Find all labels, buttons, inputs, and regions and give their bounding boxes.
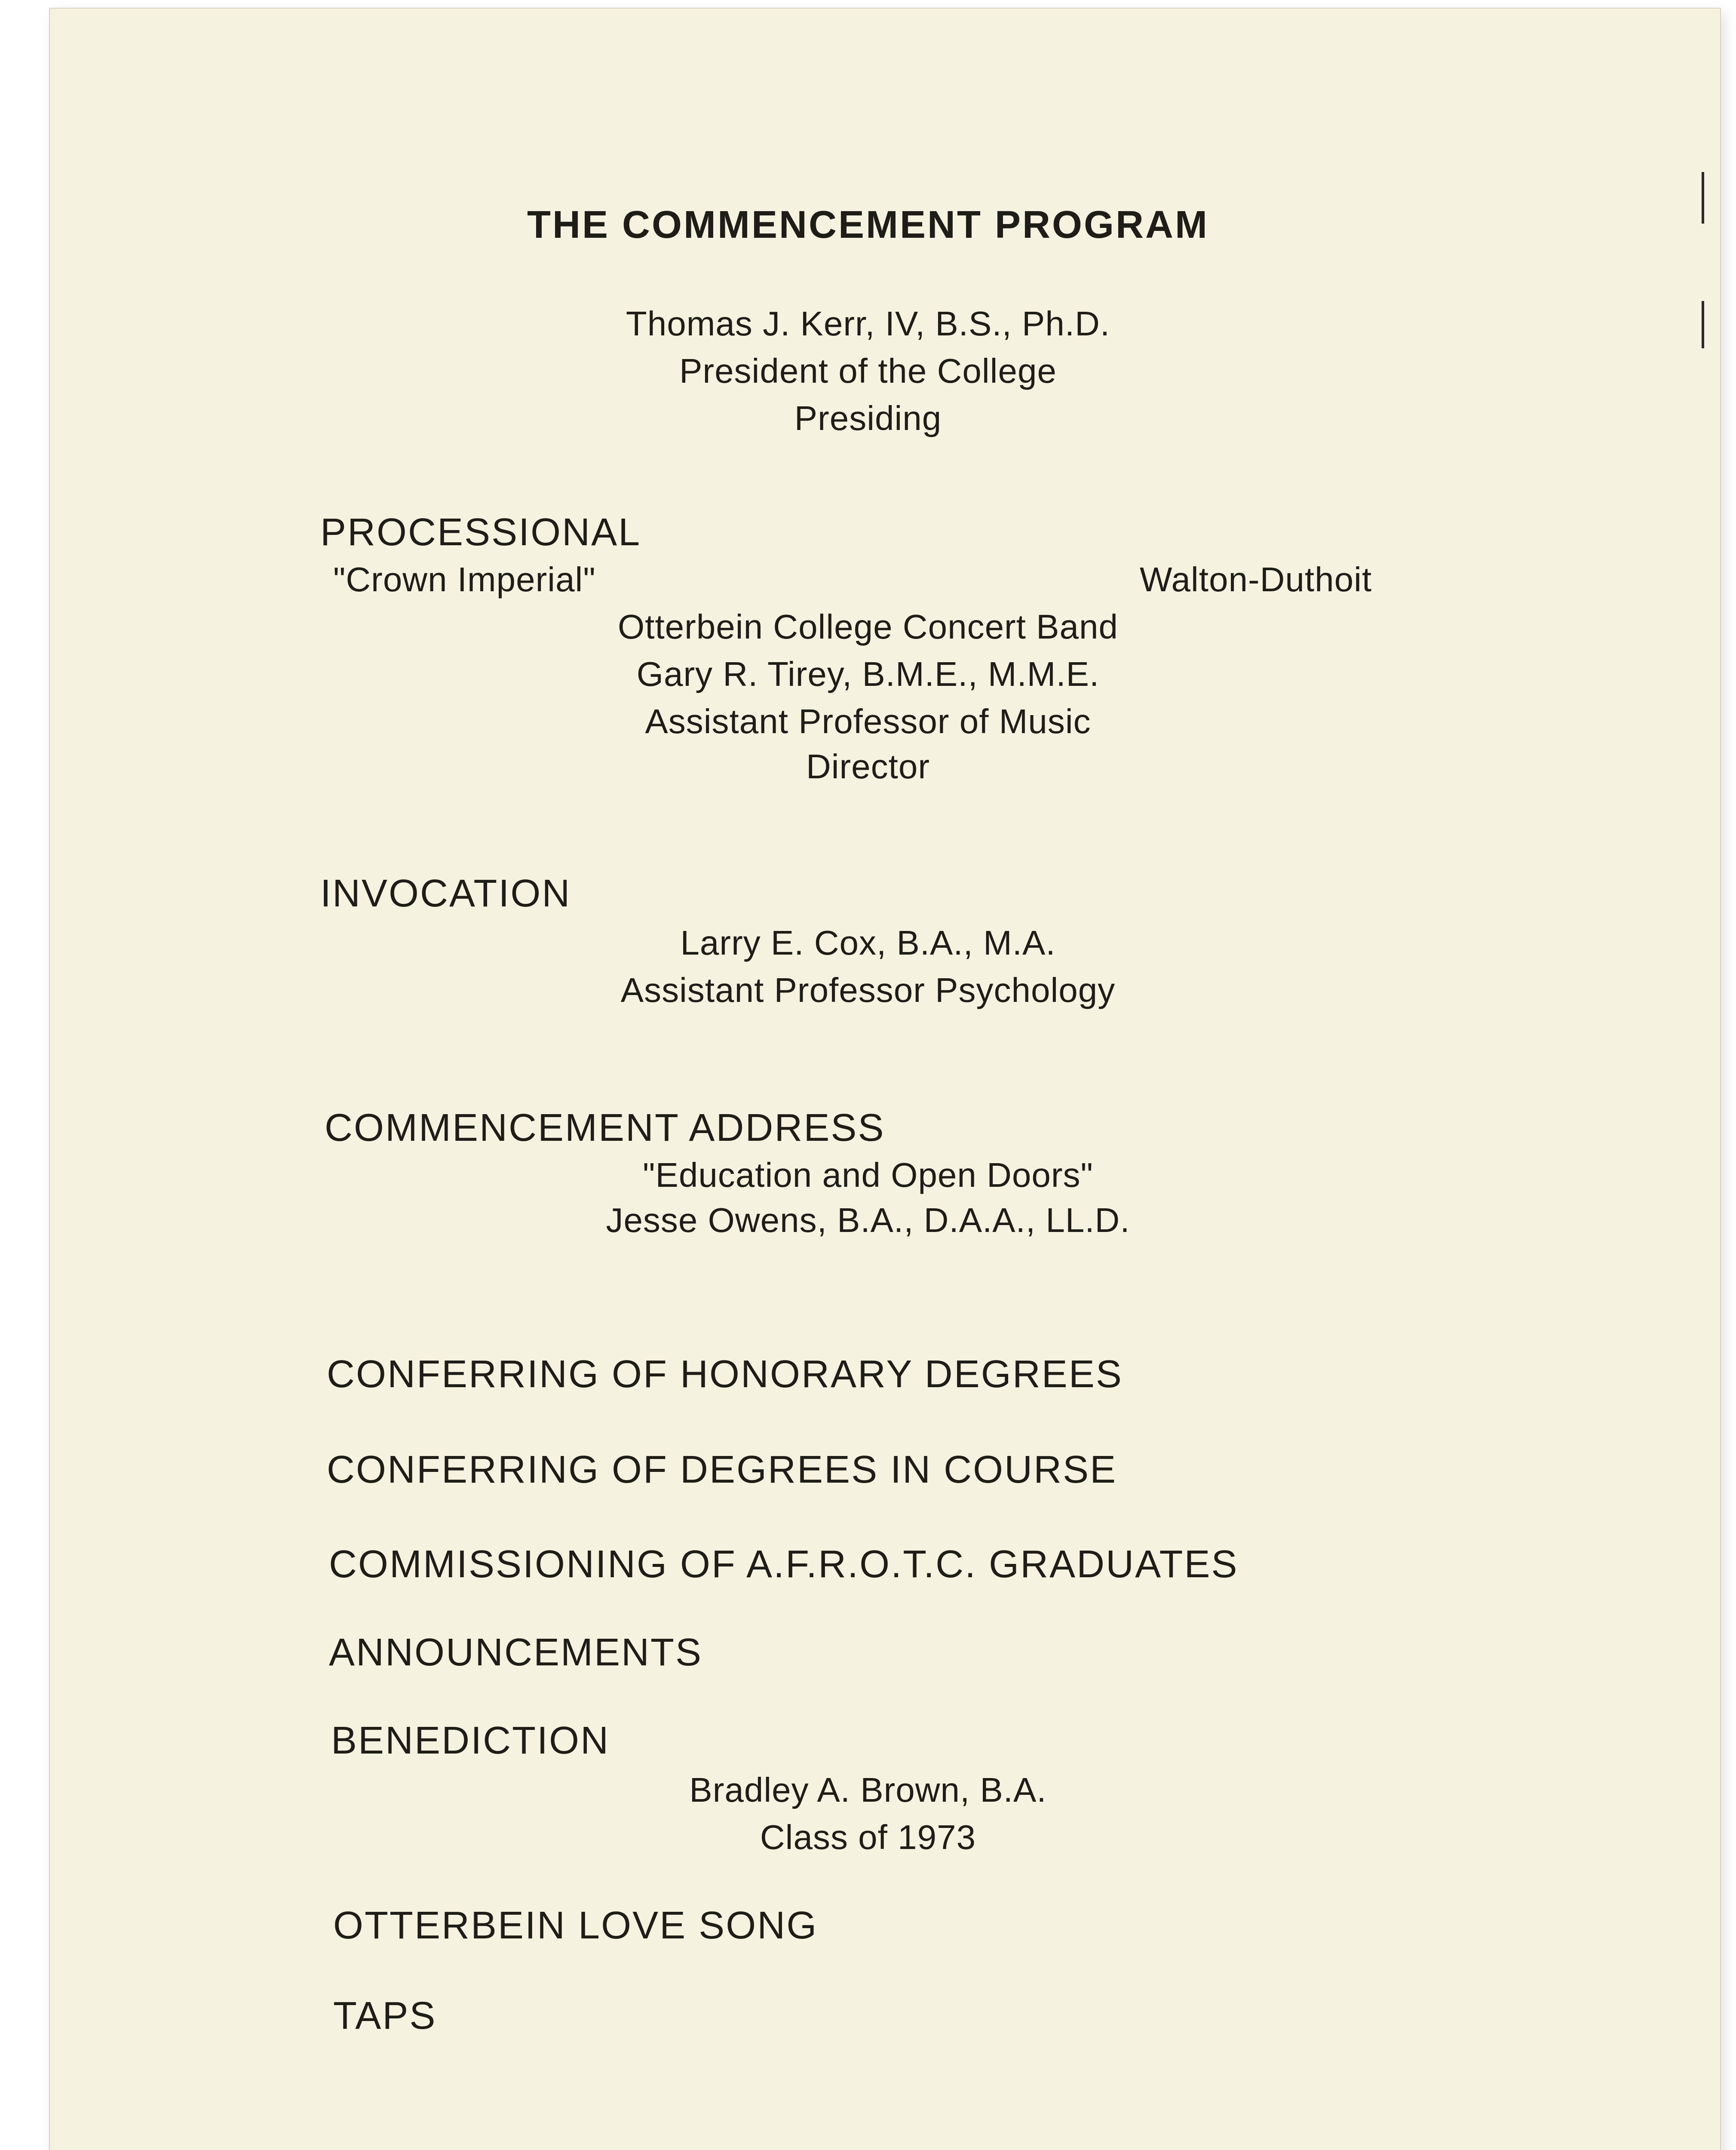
commissioning-heading: COMMISSIONING OF A.F.R.O.T.C. GRADUATES bbox=[329, 1543, 1239, 1586]
presiding-note: Presiding bbox=[794, 399, 942, 437]
processional-director-note: Director bbox=[806, 747, 930, 786]
benediction-name: Bradley A. Brown, B.A. bbox=[689, 1771, 1047, 1809]
benediction-class: Class of 1973 bbox=[760, 1818, 976, 1856]
presiding-name: Thomas J. Kerr, IV, B.S., Ph.D. bbox=[626, 304, 1110, 343]
love-song-heading: OTTERBEIN LOVE SONG bbox=[333, 1904, 818, 1947]
address-topic: "Education and Open Doors" bbox=[643, 1156, 1093, 1194]
announcements-heading: ANNOUNCEMENTS bbox=[329, 1631, 703, 1674]
invocation-role: Assistant Professor Psychology bbox=[620, 971, 1116, 1009]
processional-work: "Crown Imperial" bbox=[333, 560, 596, 599]
processional-director-role: Assistant Professor of Music bbox=[645, 702, 1091, 740]
presiding-role: President of the College bbox=[679, 352, 1057, 390]
processional-heading: PROCESSIONAL bbox=[320, 511, 641, 554]
processional-director-name: Gary R. Tirey, B.M.E., M.M.E. bbox=[636, 655, 1100, 693]
processional-composer: Walton-Duthoit bbox=[1140, 560, 1372, 599]
invocation-name: Larry E. Cox, B.A., M.A. bbox=[680, 924, 1056, 962]
program-title: THE COMMENCEMENT PROGRAM bbox=[527, 203, 1209, 246]
processional-ensemble: Otterbein College Concert Band bbox=[618, 608, 1118, 646]
taps-heading: TAPS bbox=[333, 1994, 437, 2037]
invocation-heading: INVOCATION bbox=[320, 872, 571, 915]
address-speaker: Jesse Owens, B.A., D.A.A., LL.D. bbox=[606, 1201, 1130, 1239]
address-heading: COMMENCEMENT ADDRESS bbox=[325, 1106, 885, 1149]
benediction-heading: BENEDICTION bbox=[331, 1719, 610, 1762]
degrees-in-course-heading: CONFERRING OF DEGREES IN COURSE bbox=[327, 1448, 1117, 1491]
honorary-degrees-heading: CONFERRING OF HONORARY DEGREES bbox=[327, 1353, 1123, 1396]
